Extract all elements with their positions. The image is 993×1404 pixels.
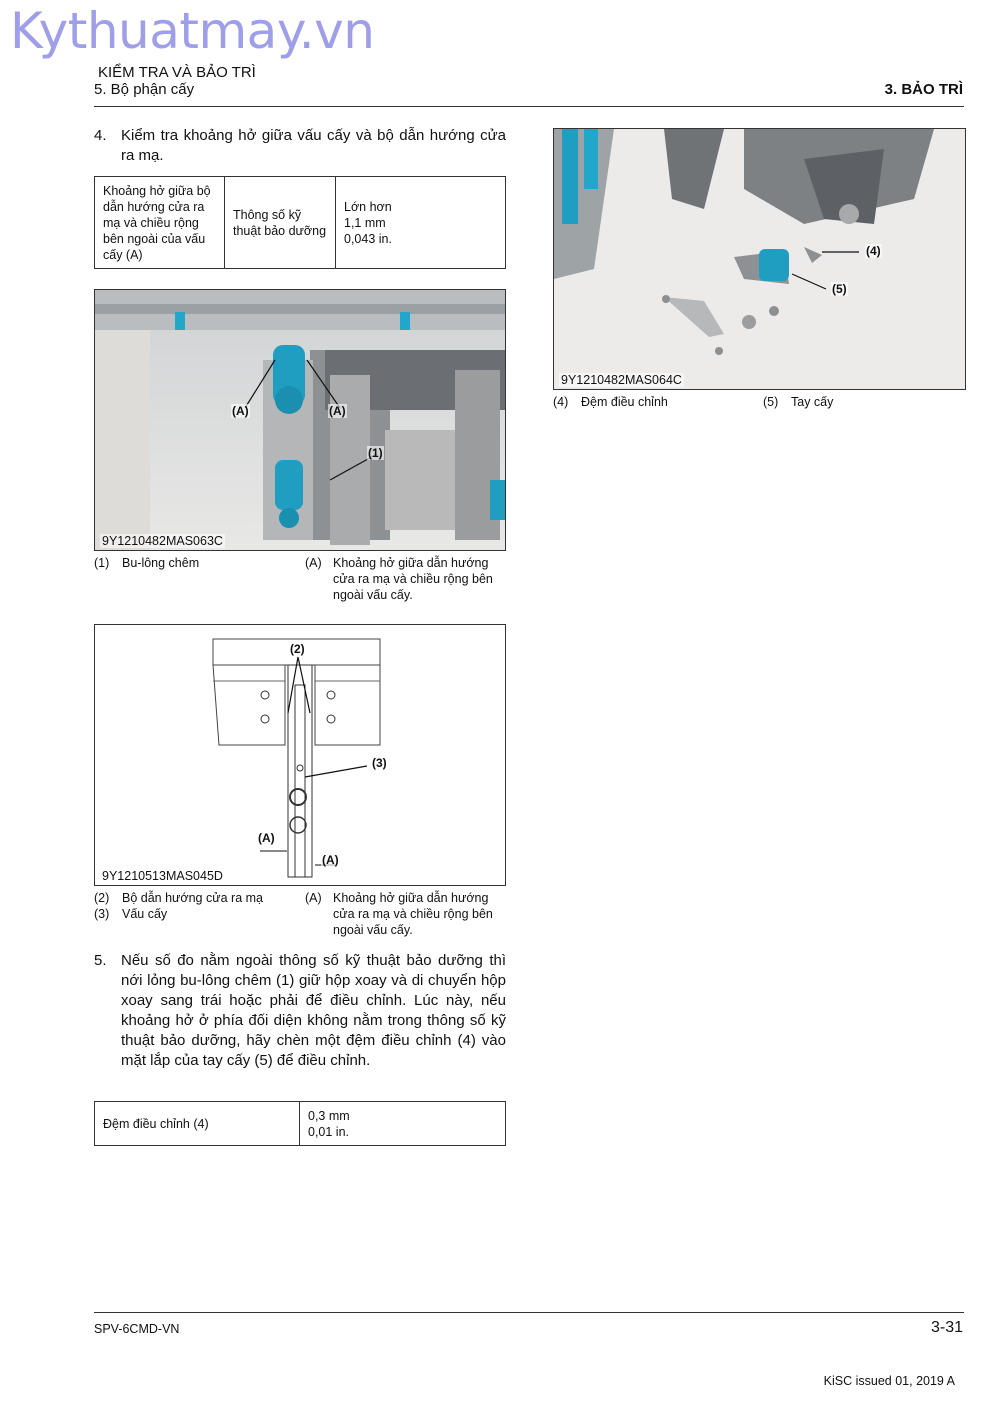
caption-text: Khoảng hở giữa dẫn hướng cửa ra mạ và chiều rộng bên ngoài vấu cấy. — [333, 556, 493, 602]
figure-1-label-1: (1) — [368, 446, 383, 460]
figure-1-photo — [94, 289, 506, 551]
header-section: KIỂM TRA VÀ BẢO TRÌ — [98, 64, 256, 81]
figure-1-label-a-right: (A) — [329, 404, 346, 418]
spec-value-mm: 1,1 mm — [344, 215, 386, 230]
parts-photo-illustration — [554, 129, 966, 390]
figure-2-label-a-right: (A) — [322, 853, 339, 867]
figure-2-label-3: (3) — [372, 756, 387, 770]
step-text: Nếu số đo nằm ngoài thông số kỹ thuật bảo dưỡng thì nới lỏng bu-lông chêm (1) giữ hộp xoay và di chuyển hộp xoay sang trái hoặc phải để điều chỉnh. Lúc này, nếu khoảng hở ở phía đối diện không nằm trong thông số kỹ thuật bảo dưỡng, hãy chèn một đệm điều chỉnh (4) vào mặt lắp của tay cấy (5) để điều chỉnh. — [121, 952, 506, 1069]
caption-number: (2) — [94, 891, 110, 905]
figure-3-photo — [553, 128, 966, 390]
spec-item: Khoảng hở giữa bộ dẫn hướng cửa ra mạ và chiều rộng bên ngoài của vấu cấy (A) — [95, 177, 225, 269]
caption-number: (A) — [305, 556, 322, 570]
figure-2-caption-3 — [94, 906, 294, 922]
watermark: Kythuatmay.vn — [10, 2, 375, 60]
spec-value-mm: 0,3 mm — [308, 1108, 350, 1123]
figure-3-caption-5 — [763, 394, 963, 410]
step-5 — [94, 951, 506, 1071]
caption-number: (5) — [763, 395, 779, 409]
spec-value-in: 0,01 in. — [308, 1124, 350, 1139]
footer-doc-code: SPV-6CMD-VN — [94, 1322, 180, 1336]
step-number: 4. — [94, 127, 107, 144]
figure-1-caption-1 — [94, 555, 294, 571]
spec-table-clearance — [94, 176, 506, 269]
figure-3-caption-4 — [553, 394, 753, 410]
caption-text: Khoảng hở giữa dẫn hướng cửa ra mạ và chiều rộng bên ngoài vấu cấy. — [333, 891, 493, 937]
footer-issued: KiSC issued 01, 2019 A — [823, 1374, 955, 1388]
spec-value-in: 0,043 in. — [344, 231, 392, 246]
caption-text: Đệm điều chỉnh — [581, 395, 668, 409]
header-subsection: 5. Bộ phận cấy — [94, 81, 195, 98]
machine-photo-illustration — [95, 290, 506, 551]
caption-number: (3) — [94, 907, 110, 921]
figure-2-caption-2 — [94, 890, 294, 906]
step-4 — [94, 126, 506, 166]
figure-1-label-a-left: (A) — [232, 404, 249, 418]
caption-text: Bu-lông chêm — [122, 556, 200, 570]
caption-number: (A) — [305, 891, 322, 905]
figure-3-label-4: (4) — [866, 244, 881, 258]
footer-page-number: 3-31 — [930, 1319, 963, 1336]
figure-2-code: 9Y1210513MAS045D — [102, 869, 223, 883]
caption-number: (4) — [553, 395, 569, 409]
caption-text: Vấu cấy — [122, 907, 168, 921]
figure-2-diagram — [94, 624, 506, 886]
caption-text: Bộ dẫn hướng cửa ra mạ — [122, 891, 263, 905]
header-rule — [94, 106, 964, 107]
figure-3-code: 9Y1210482MAS064C — [561, 373, 682, 387]
spec-value — [336, 177, 506, 269]
spec-value-label: Lớn hơn — [344, 199, 392, 214]
footer-rule — [94, 1312, 964, 1313]
step-number: 5. — [94, 952, 107, 969]
step-text: Kiểm tra khoảng hở giữa vấu cấy và bộ dẫn hướng cửa ra mạ. — [121, 127, 506, 164]
spec-item: Đệm điều chỉnh (4) — [95, 1102, 300, 1146]
figure-1-caption-a — [305, 555, 507, 603]
header-chapter: 3. BẢO TRÌ — [884, 81, 963, 98]
spec-table-shim — [94, 1101, 506, 1146]
figure-2-label-2: (2) — [290, 642, 305, 656]
figure-2-caption-a — [305, 890, 507, 938]
guide-diagram-illustration — [95, 625, 506, 886]
spec-value — [300, 1102, 506, 1146]
caption-number: (1) — [94, 556, 110, 570]
figure-2-label-a-left: (A) — [258, 831, 275, 845]
figure-3-label-5: (5) — [832, 282, 847, 296]
figure-1-code: 9Y1210482MAS063C — [102, 534, 223, 548]
caption-text: Tay cấy — [791, 395, 834, 409]
spec-type: Thông số kỹ thuật bảo dưỡng — [225, 177, 336, 269]
